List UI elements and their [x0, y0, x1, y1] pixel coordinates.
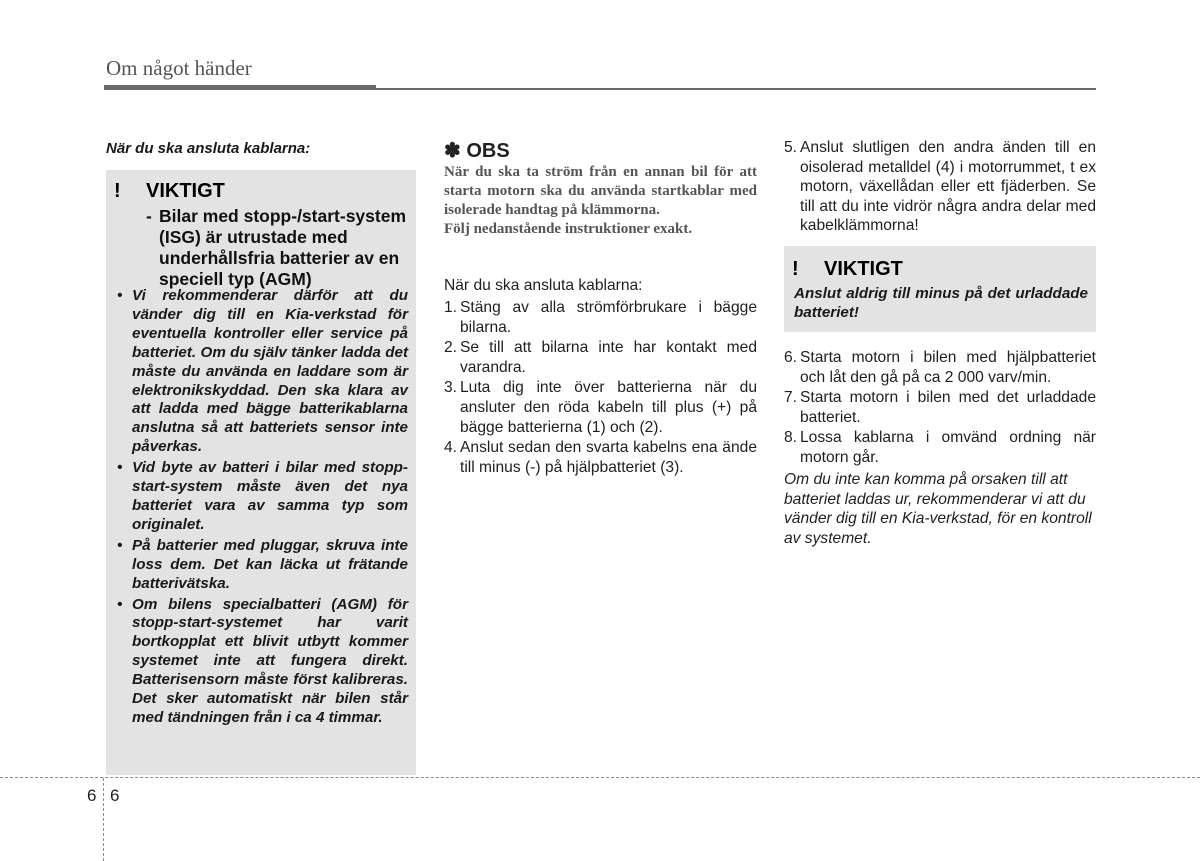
step-text: Anslut sedan den svarta kabelns ena ände till minus (-) på hjälpbatteriet (3). — [460, 439, 757, 476]
obs-note — [444, 163, 757, 239]
bullet-symbol: • — [117, 595, 123, 613]
step-text: Lossa kablarna i omvänd ordning när motorn går. — [800, 429, 1096, 466]
warning-panel-minus — [784, 246, 1096, 332]
bullet-text: Om bilens specialbatteri (AGM) för stopp-start-systemet har varit bortkopplat ett blivit utbytt kommer systemet inte att fungera direkt. Batterisensorn måste först kalibreras. Det sker automatiskt när bilen står med tändningen från i ca 4 timmar. — [132, 595, 408, 726]
step-text: Se till att bilarna inte har kontakt med varandra. — [460, 339, 757, 376]
step-item — [784, 388, 1096, 427]
obs-paragraph: När du ska ta ström från en annan bil för att starta motorn ska du använda startkablar med isolerade handtag på klämmorna. — [444, 164, 757, 218]
step-item — [444, 338, 757, 377]
warning-text: Anslut aldrig till minus på det urladdade batteriet! — [794, 285, 1088, 321]
warning-exclamation-icon: ! — [792, 258, 801, 280]
page-header-title: Om något händer — [106, 56, 252, 80]
obs-paragraph: Följ nedanstående instruktioner exakt. — [444, 221, 693, 237]
step-item — [444, 378, 757, 437]
step-item — [444, 438, 757, 477]
isg-dash: - — [146, 206, 152, 226]
warning-title: VIKTIGT — [146, 180, 225, 202]
step-number: 8. — [784, 429, 798, 447]
step-text: Luta dig inte över batterierna när du ansluter den röda kabeln till plus (+) på bägge batterierna (1) och (2). — [460, 379, 757, 436]
step-item — [784, 138, 1096, 236]
step-text: Stäng av alla strömförbrukare i bägge bilarna. — [460, 299, 757, 336]
page-number: 6 — [110, 786, 120, 805]
chapter-number: 6 — [87, 786, 97, 805]
step-text: Starta motorn i bilen med hjälpbatteriet och låt den gå på ca 2 000 varv/min. — [800, 349, 1096, 386]
warning-bullet — [114, 287, 408, 457]
step-item — [784, 428, 1096, 467]
step-item — [444, 298, 757, 337]
step-number: 4. — [444, 439, 458, 457]
closing-note: Om du inte kan komma på orsaken till att batteriet laddas ur, rekommenderar vi att du vänder dig till en Kia-verkstad, för en kontroll av systemet. — [784, 471, 1092, 547]
step-number: 3. — [444, 379, 458, 397]
warning-title: VIKTIGT — [824, 258, 903, 280]
left-subheading: När du ska ansluta kablarna: — [106, 140, 311, 157]
step-number: 2. — [444, 339, 458, 357]
bullet-symbol: • — [117, 287, 123, 304]
warning-bullet — [114, 459, 408, 535]
obs-heading: ✽ OBS — [444, 140, 510, 162]
bullet-symbol: • — [117, 536, 123, 554]
bullet-symbol: • — [117, 459, 123, 477]
steps-list-middle — [444, 298, 757, 478]
warning-heading — [114, 180, 225, 203]
bullet-text: Vi rekommenderar därför att du vänder dig till en Kia-verkstad för eventuella kontroller eller service på batteriet. Om du själv tänker ladda det måste du använda en laddare som är elektronikskyddad. Den ska klara av att ladda med bägge batterikablarna anslutna så att batteriets sensor inte påverkas. — [132, 287, 408, 456]
middle-intro: När du ska ansluta kablarna: — [444, 277, 643, 294]
step-text: Starta motorn i bilen med det urladdade batteriet. — [800, 389, 1096, 426]
footer-dashed-divider — [103, 778, 104, 861]
isg-note-text: Bilar med stopp-/start-system (ISG) är utrustade med underhållsfria batterier av en speciell typ (AGM) — [159, 206, 407, 289]
steps-list-right-top — [784, 138, 1096, 237]
bullet-text: På batterier med pluggar, skruva inte loss dem. Det kan läcka ut frätande batterivätska. — [132, 536, 408, 592]
warning-panel-isg — [106, 170, 416, 775]
bullet-text: Vid byte av batteri i bilar med stopp-start-system måste även det nya batteriet vara av samma typ som originalet. — [132, 459, 408, 533]
warning-heading — [792, 258, 903, 281]
header-rule-thin — [376, 88, 1096, 90]
warning-bullet-list — [114, 287, 408, 730]
step-number: 7. — [784, 389, 798, 407]
step-number: 1. — [444, 299, 458, 316]
header-rule-thick — [104, 85, 376, 90]
warning-bullet — [114, 596, 408, 728]
step-number: 6. — [784, 349, 798, 366]
step-number: 5. — [784, 139, 798, 156]
step-text: Anslut slutligen den andra änden till en oisolerad metalldel (4) i motorrummet, t ex motorn, växellådan eller ett fjäderben. Se till att du inte vidrör några andra delar med kabelklämmorna! — [800, 139, 1096, 235]
footer-dashed-rule — [0, 777, 1200, 778]
warning-bullet — [114, 537, 408, 594]
steps-list-right-bottom — [784, 348, 1096, 469]
warning-exclamation-icon: ! — [114, 180, 123, 202]
isg-note — [146, 206, 414, 290]
step-item — [784, 348, 1096, 387]
